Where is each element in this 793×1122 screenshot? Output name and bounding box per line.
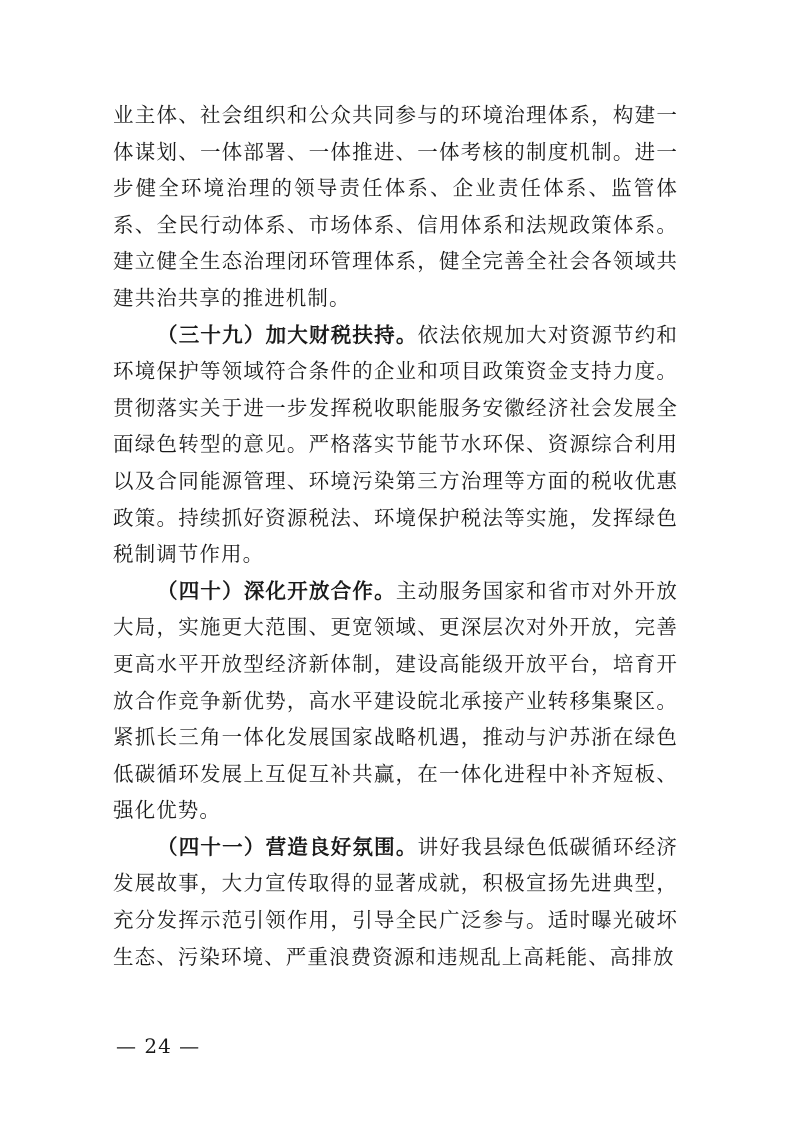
paragraph-text: 讲好我县绿色低碳循环经济发展故事，大力宣传取得的显著成就，积极宣扬先进典型，充分发挥示范引领作用，引导全民广泛参与。适时曝光破坏生态、污染环境、严重浪费资源和违规乱上高耗能、高排放 <box>113 834 679 969</box>
paragraph-heading: （四十）深化开放合作。 <box>157 578 396 603</box>
paragraph-heading: （四十一）营造良好氛围。 <box>157 834 418 859</box>
paragraph-continuation <box>113 97 678 317</box>
body-text <box>113 97 678 975</box>
paragraph-heading: （三十九）加大财税扶持。 <box>157 322 418 347</box>
paragraph-text: 主动服务国家和省市对外开放大局，实施更大范围、更宽领域、更深层次对外开放，完善更高水平开放型经济新体制，建设高能级开放平台，培育开放合作竞争新优势，高水平建设皖北承接产业转移集聚区。紧抓长三角一体化发展国家战略机遇，推动与沪苏浙在绿色低碳循环发展上互促互补共赢，在一体化进程中补齐短板、强化优势。 <box>113 578 678 823</box>
paragraph-fiscal-support <box>113 317 678 573</box>
paragraph-good-atmosphere <box>113 829 678 975</box>
paragraph-text: 依法依规加大对资源节约和环境保护等领域符合条件的企业和项目政策资金支持力度。贯彻落实关于进一步发挥税收职能服务安徽经济社会发展全面绿色转型的意见。严格落实节能节水环保、资源综合利用以及合同能源管理、环境污染第三方治理等方面的税收优惠政策。持续抓好资源税法、环境保护税法等实施，发挥绿色税制调节作用。 <box>113 322 679 567</box>
paragraph-text: 业主体、社会组织和公众共同参与的环境治理体系，构建一体谋划、一体部署、一体推进、一体考核的制度机制。进一步健全环境治理的领导责任体系、企业责任体系、监管体系、全民行动体系、市场体系、信用体系和法规政策体系。建立健全生态治理闭环管理体系，健全完善全社会各领域共建共治共享的推进机制。 <box>113 103 678 310</box>
page-number: — 24 — <box>116 1034 201 1058</box>
paragraph-open-cooperation <box>113 573 678 829</box>
